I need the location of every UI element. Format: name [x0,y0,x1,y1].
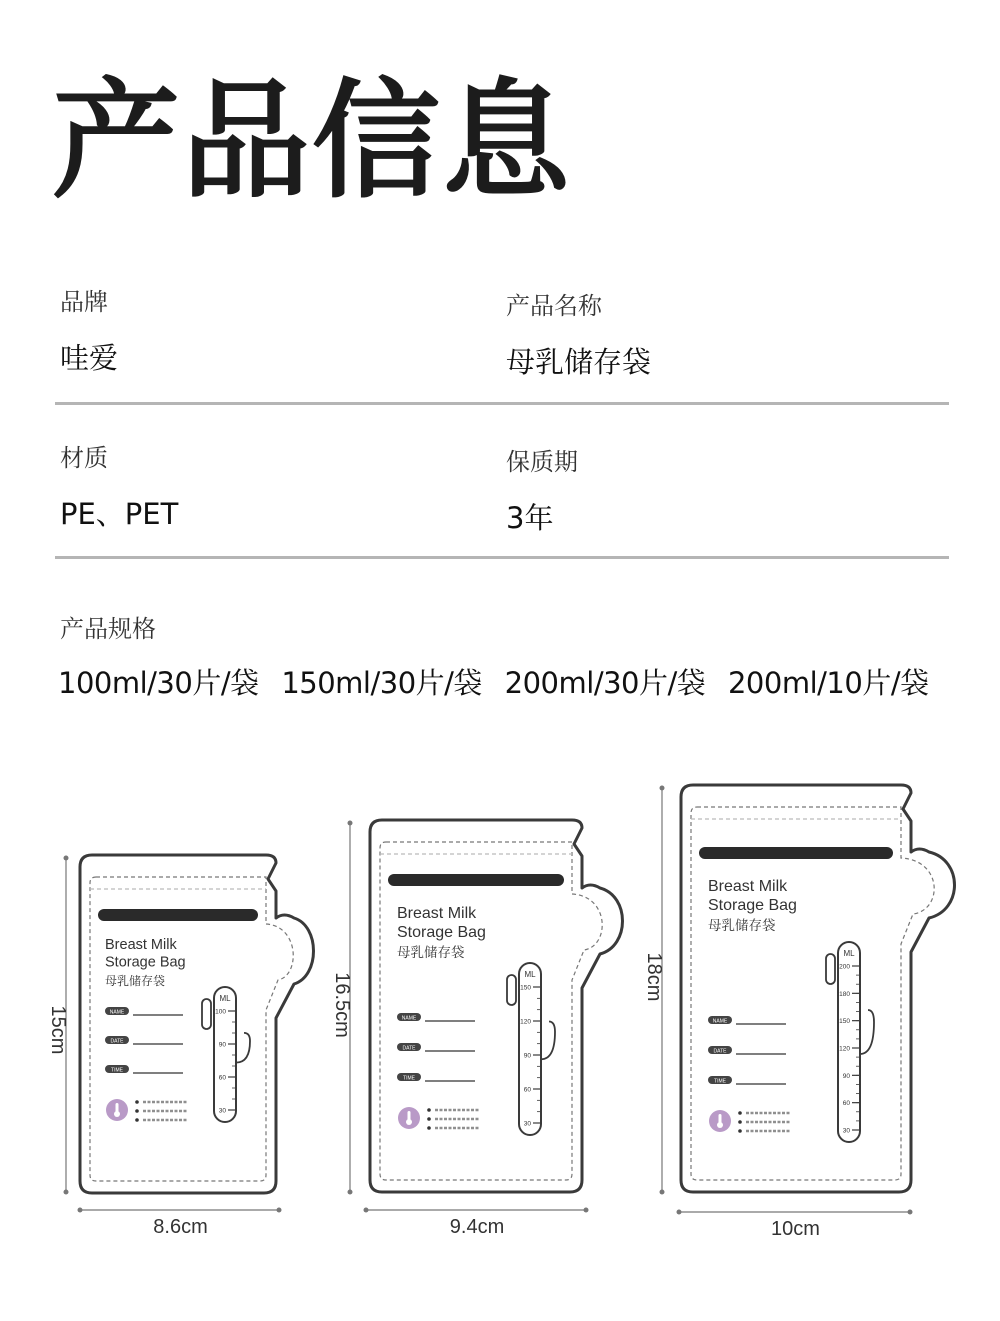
dimension-dot [660,786,665,791]
bullet [135,1109,139,1113]
zipper-bar [98,909,258,921]
scale-tick-label: 60 [523,1086,531,1094]
bag-1 [47,855,314,1238]
field-label: DATE [110,1038,124,1045]
scale-tick-label: 180 [839,990,850,998]
dimension-dot [677,1210,682,1215]
bag-2 [331,820,623,1238]
scale-tick-label: 60 [218,1074,226,1082]
product-name-value: 母乳储存袋 [506,345,652,379]
bag-3 [643,785,955,1240]
bullet [427,1126,431,1130]
page-title: 产品信息 [52,67,573,216]
dimension-dot [348,821,353,826]
bullet [135,1100,139,1104]
dimension-dot [348,1190,353,1195]
bag-cn-title: 母乳储存袋 [105,974,166,988]
thermometer-icon-bulb [114,1111,120,1117]
material-label: 材质 [60,444,108,472]
bullet [738,1129,742,1133]
dimension-dot [364,1208,369,1213]
field-label: NAME [109,1009,125,1016]
scale-tick-label: 200 [839,963,850,971]
thermometer-icon-bulb [717,1122,723,1128]
scale-bump-left [826,954,835,984]
height-label: 16.5cm [331,972,353,1038]
scale-tick-label: 150 [520,984,531,992]
dimension-dot [277,1208,282,1213]
thermometer-icon-bulb [406,1119,412,1125]
brand-value: 哇爱 [60,341,119,375]
bag-title-line1: Breast Milk [708,878,788,895]
field-label: NAME [712,1018,728,1025]
bullet [427,1117,431,1121]
bag-cn-title: 母乳储存袋 [708,918,776,933]
width-label: 8.6cm [153,1216,208,1238]
shelf-life-label: 保质期 [506,448,578,476]
brand-label: 品牌 [60,288,108,316]
bag-cn-title: 母乳储存袋 [397,945,465,960]
bag-outline [80,855,314,1193]
scale-bump-left [202,999,211,1029]
scale-tick-label: 90 [218,1041,226,1049]
scale-tick-label: 90 [523,1052,531,1060]
bag-title-line2: Storage Bag [105,954,186,971]
field-label: DATE [713,1048,727,1055]
scale-tick-label: 150 [839,1018,850,1026]
material-value: PE、PET [60,497,179,531]
height-label: 18cm [643,952,665,1002]
bullet [738,1120,742,1124]
height-label: 15cm [47,1005,69,1055]
product-name-label: 产品名称 [506,292,602,320]
field-label: TIME [111,1067,123,1074]
scale-tick-label: 100 [215,1008,226,1016]
dimension-dot [64,1190,69,1195]
bullet [427,1108,431,1112]
bullet [135,1118,139,1122]
dimension-dot [660,1190,665,1195]
zipper-bar [699,847,893,859]
field-label: DATE [402,1045,416,1052]
scale-tick-label: 60 [842,1100,850,1108]
bag-title-line2: Storage Bag [397,924,486,941]
field-label: TIME [714,1078,726,1085]
spec-item: 100ml/30片/袋 [58,666,259,700]
scale-tick-label: 120 [520,1018,531,1026]
scale-unit: ML [843,949,855,958]
dimension-dot [908,1210,913,1215]
scale-tick-label: 30 [523,1120,531,1128]
shelf-life-value: 3年 [506,501,554,535]
scale-unit: ML [219,994,231,1003]
bullet [738,1111,742,1115]
dimension-dot [78,1208,83,1213]
bag-title-line2: Storage Bag [708,897,797,914]
scale-tick-label: 120 [839,1045,850,1053]
spec-item: 200ml/30片/袋 [504,666,706,700]
scale-bump-left [507,975,516,1005]
bag-title-line1: Breast Milk [397,905,477,922]
field-label: TIME [403,1075,415,1082]
spec-label: 产品规格 [60,615,156,643]
measurement-scale [214,987,236,1122]
width-label: 9.4cm [449,1216,505,1238]
scale-tick-label: 30 [218,1107,226,1115]
dimension-dot [584,1208,589,1213]
scale-tick-label: 90 [842,1072,850,1080]
bag-title-line1: Breast Milk [105,937,177,953]
scale-unit: ML [524,970,536,979]
scale-tick-label: 30 [842,1127,850,1135]
dimension-dot [64,856,69,861]
width-label: 10cm [771,1218,820,1240]
field-label: NAME [401,1015,417,1022]
spec-item: 150ml/30片/袋 [281,666,482,700]
zipper-bar [388,874,564,886]
spec-item: 200ml/10片/袋 [727,666,929,700]
